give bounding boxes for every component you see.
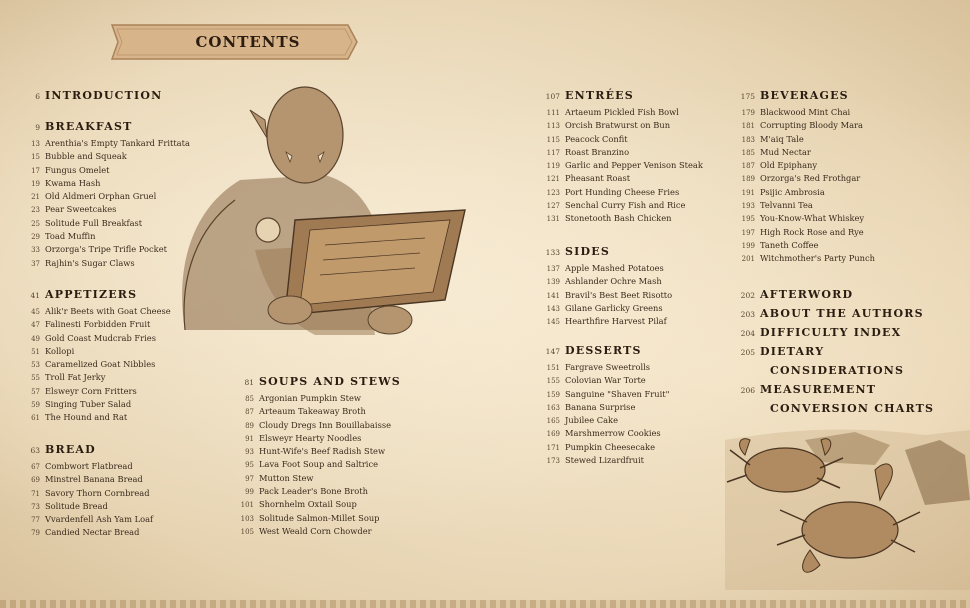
- entry-page: 201: [741, 255, 755, 264]
- toc-entry[interactable]: [20, 218, 190, 231]
- entry-name: Taneth Coffee: [760, 239, 819, 250]
- toc-entry[interactable]: [20, 204, 190, 217]
- toc-entry[interactable]: [735, 160, 875, 173]
- section-title: MEASUREMENT: [760, 383, 877, 396]
- entry-name: Hearthfire Harvest Pilaf: [565, 316, 667, 327]
- toc-entry-afterword[interactable]: [735, 288, 934, 306]
- entry-name: Orzorga's Red Frothgar: [760, 173, 861, 184]
- entry-name: Argonian Pumpkin Stew: [259, 393, 361, 403]
- entry-page: 193: [741, 202, 755, 211]
- toc-entry[interactable]: [540, 147, 703, 160]
- entry-name: Elsweyr Hearty Noodles: [259, 432, 362, 443]
- entry-page: 21: [31, 193, 40, 202]
- toc-entry[interactable]: [234, 473, 401, 486]
- toc-entry[interactable]: [20, 386, 171, 399]
- section-soups-and-stews: [234, 375, 401, 539]
- entry-page: 73: [31, 502, 40, 511]
- entry-name: West Weald Corn Chowder: [259, 525, 372, 536]
- entry-name: Solitude Full Breakfast: [45, 217, 143, 228]
- entry-page: 51: [31, 347, 40, 356]
- entry-page: 53: [31, 361, 40, 370]
- entry-name: Old Aldmeri Orphan Gruel: [45, 191, 157, 202]
- entry-page: 183: [741, 135, 755, 144]
- entry-name: Port Hunding Cheese Fries: [565, 186, 680, 197]
- entry-page: 171: [546, 443, 560, 452]
- entry-page: 127: [546, 202, 560, 211]
- toc-entry[interactable]: [20, 231, 190, 244]
- entry-name: Psijic Ambrosia: [760, 186, 825, 197]
- toc-entry[interactable]: [735, 134, 875, 147]
- entry-name: Artaeum Pickled Fish Bowl: [565, 107, 679, 117]
- entry-page: 29: [31, 233, 40, 242]
- toc-entry[interactable]: [540, 415, 669, 428]
- entry-page: 67: [31, 463, 40, 471]
- section-title: SIDES: [565, 245, 610, 258]
- section-title-continued: CONVERSION CHARTS: [770, 402, 935, 415]
- entry-page: 105: [240, 527, 254, 536]
- toc-entry[interactable]: [540, 200, 703, 213]
- entry-page: 25: [31, 219, 40, 228]
- toc-entry[interactable]: [540, 375, 669, 388]
- entry-name: Bravil's Best Beet Risotto: [565, 289, 673, 300]
- mudcrab-illustration: [725, 420, 970, 590]
- entry-name: Fungus Omelet: [45, 164, 110, 175]
- entry-name: Banana Surprise: [565, 401, 636, 412]
- toc-entry[interactable]: [20, 244, 190, 257]
- contents-banner: [108, 22, 358, 62]
- section-title: AFTERWORD: [760, 288, 854, 301]
- entry-name: Rajhin's Sugar Claws: [45, 257, 135, 268]
- section-page-number: 41: [30, 291, 40, 300]
- entry-page: 121: [546, 175, 560, 184]
- entry-page: 163: [546, 403, 560, 412]
- entry-page: 173: [546, 457, 560, 466]
- entry-page: 13: [31, 140, 40, 148]
- entry-page: 111: [546, 109, 560, 117]
- toc-entry[interactable]: [20, 359, 171, 372]
- entry-name: Candied Nectar Bread: [45, 527, 140, 538]
- section-title: APPETIZERS: [45, 288, 138, 301]
- entry-page: 45: [31, 308, 40, 316]
- toc-entry[interactable]: [234, 459, 401, 472]
- section-page-number: 107: [545, 92, 560, 101]
- entry-page: 195: [741, 215, 755, 224]
- entry-name: Minstrel Banana Bread: [45, 474, 143, 485]
- entry-page: 117: [546, 148, 560, 157]
- entry-page: 155: [546, 377, 560, 386]
- toc-entry[interactable]: [540, 173, 703, 186]
- entry-page: 71: [31, 489, 40, 498]
- entry-page: 49: [31, 334, 40, 343]
- toc-entry[interactable]: [234, 406, 401, 419]
- entry-page: 91: [245, 434, 254, 443]
- toc-entry[interactable]: [540, 303, 672, 316]
- section-back-matter: [735, 288, 934, 420]
- entry-name: Gilane Garlicky Greens: [565, 302, 663, 313]
- entry-page: 17: [31, 166, 40, 175]
- entry-page: 131: [546, 215, 560, 224]
- entry-name: Senchal Curry Fish and Rice: [565, 200, 686, 211]
- toc-entry[interactable]: [20, 412, 171, 425]
- toc-entry[interactable]: [540, 442, 669, 455]
- entry-name: Troll Fat Jerky: [45, 372, 106, 383]
- section-title: INTRODUCTION: [45, 89, 163, 102]
- entry-page: 101: [240, 501, 254, 510]
- entry-page: 123: [546, 188, 560, 197]
- toc-entry[interactable]: [540, 134, 703, 147]
- toc-entry[interactable]: [540, 263, 672, 276]
- section-title: DIETARY: [760, 345, 825, 358]
- entry-page: 87: [245, 408, 254, 417]
- section-page-number: 147: [545, 347, 560, 356]
- section-title: BREAKFAST: [45, 120, 133, 133]
- toc-entry[interactable]: [540, 187, 703, 200]
- toc-entry[interactable]: [234, 393, 401, 406]
- entry-name: Arenthia's Empty Tankard Frittata: [45, 138, 190, 148]
- entry-page: 137: [546, 265, 560, 273]
- entry-name: Roast Branzino: [565, 146, 630, 157]
- entry-name: Orzorga's Tripe Trifle Pocket: [45, 244, 167, 255]
- section-title: SOUPS AND STEWS: [259, 375, 401, 388]
- entry-name: Solitude Bread: [45, 500, 108, 511]
- section-page-number: 9: [35, 123, 40, 132]
- entry-page: 93: [245, 448, 254, 457]
- entry-page: 55: [31, 374, 40, 383]
- entry-page: 151: [546, 364, 560, 372]
- entry-page: 141: [546, 291, 560, 300]
- entry-name: Vvardenfell Ash Yam Loaf: [45, 514, 154, 525]
- entry-name: Orcish Bratwurst on Bun: [565, 120, 671, 131]
- section-title: DESSERTS: [565, 344, 642, 357]
- entry-name: The Hound and Rat: [45, 412, 128, 423]
- section-page-number: 6: [35, 92, 40, 101]
- entry-name: Singing Tuber Salad: [45, 399, 132, 410]
- entry-name: Stonetooth Bash Chicken: [565, 213, 672, 224]
- toc-entry[interactable]: [735, 253, 875, 266]
- toc-entry[interactable]: [20, 178, 190, 191]
- entry-name: Falinesti Forbidden Fruit: [45, 319, 151, 330]
- toc-entry[interactable]: [540, 428, 669, 441]
- section-title: BREAD: [45, 443, 96, 456]
- entry-page: 197: [741, 228, 755, 237]
- entry-name: Kollopi: [45, 345, 75, 356]
- entry-name: Stewed Lizardfruit: [565, 455, 645, 466]
- section-page-number: 81: [244, 378, 254, 387]
- entry-page: 23: [31, 206, 40, 215]
- section-page-number: 175: [740, 92, 755, 101]
- toc-entry[interactable]: [20, 346, 171, 359]
- section-introduction: [20, 89, 162, 107]
- entry-page: 95: [245, 461, 254, 470]
- section-title: ENTRÉES: [565, 89, 634, 102]
- entry-name: Toad Muffin: [45, 231, 96, 242]
- entry-name: Jubilee Cake: [565, 415, 618, 426]
- entry-page: 61: [31, 414, 40, 423]
- toc-entry[interactable]: [20, 372, 171, 385]
- entry-page: 169: [546, 430, 560, 439]
- section-title: ABOUT THE AUTHORS: [760, 307, 924, 320]
- entry-name: Alik'r Beets with Goat Cheese: [45, 306, 171, 316]
- orc-reading-illustration: [165, 80, 485, 350]
- toc-entry[interactable]: [20, 514, 153, 527]
- entry-page: 181: [741, 122, 755, 131]
- entry-page: 119: [546, 162, 560, 171]
- toc-entry[interactable]: [735, 173, 875, 186]
- toc-entry-measurement-cont: [735, 402, 934, 420]
- entry-page: 79: [31, 529, 40, 538]
- entry-page: 19: [31, 179, 40, 188]
- toc-entry[interactable]: [234, 446, 401, 459]
- entry-page: 33: [31, 246, 40, 255]
- toc-entry[interactable]: [234, 420, 401, 433]
- entry-page: 59: [31, 401, 40, 410]
- section-page-number: 206: [740, 386, 755, 395]
- toc-entry[interactable]: [234, 433, 401, 446]
- toc-entry[interactable]: [540, 316, 672, 329]
- entry-name: Pumpkin Cheesecake: [565, 441, 655, 452]
- entry-page: 191: [741, 188, 755, 197]
- entry-name: Pack Leader's Bone Broth: [259, 486, 368, 497]
- entry-page: 69: [31, 476, 40, 485]
- decorative-border: [0, 600, 970, 608]
- section-title-continued: CONSIDERATIONS: [770, 364, 905, 377]
- entry-page: 143: [546, 304, 560, 313]
- entry-name: Elsweyr Corn Fritters: [45, 385, 137, 396]
- toc-entry[interactable]: [540, 213, 703, 226]
- toc-entry[interactable]: [234, 526, 401, 539]
- entry-name: High Rock Rose and Rye: [760, 226, 864, 237]
- entry-name: Apple Mashed Potatoes: [565, 263, 664, 273]
- entry-name: Old Epiphany: [760, 160, 818, 171]
- toc-entry-dietary-cont: [735, 364, 934, 382]
- toc-entry[interactable]: [20, 151, 190, 164]
- toc-entry[interactable]: [735, 227, 875, 240]
- toc-entry[interactable]: [20, 319, 171, 332]
- entry-page: 15: [31, 153, 40, 162]
- entry-page: 113: [546, 122, 560, 131]
- toc-entry[interactable]: [540, 120, 703, 133]
- entry-page: 185: [741, 148, 755, 157]
- entry-page: 179: [741, 109, 755, 117]
- entry-name: Corrupting Bloody Mara: [760, 120, 863, 131]
- entry-name: Combwort Flatbread: [45, 461, 133, 471]
- entry-page: 165: [546, 417, 560, 426]
- toc-entry-measurement[interactable]: [735, 383, 934, 401]
- entry-name: Lava Foot Soup and Saltrice: [259, 459, 378, 470]
- toc-entry[interactable]: [234, 499, 401, 512]
- toc-entry[interactable]: [20, 501, 153, 514]
- entry-page: 139: [546, 278, 560, 287]
- toc-entry[interactable]: [20, 461, 153, 474]
- entry-name: Ashlander Ochre Mash: [565, 276, 662, 287]
- entry-page: 159: [546, 390, 560, 399]
- toc-entry[interactable]: [20, 333, 171, 346]
- entry-name: M'aiq Tale: [760, 133, 804, 144]
- entry-page: 85: [245, 395, 254, 403]
- toc-entry[interactable]: [20, 191, 190, 204]
- entry-name: Blackwood Mint Chai: [760, 107, 851, 117]
- entry-name: Arteaum Takeaway Broth: [259, 406, 366, 417]
- entry-name: Mud Nectar: [760, 146, 811, 157]
- entry-page: 77: [31, 516, 40, 525]
- entry-page: 57: [31, 387, 40, 396]
- toc-entry-dietary[interactable]: [735, 345, 934, 363]
- section-sides: [540, 245, 672, 329]
- toc-entry[interactable]: [20, 258, 190, 271]
- entry-name: Kwama Hash: [45, 177, 101, 188]
- toc-entry[interactable]: [735, 147, 875, 160]
- toc-entry[interactable]: [540, 107, 703, 120]
- entry-name: Colovian War Torte: [565, 375, 646, 386]
- toc-entry[interactable]: [540, 160, 703, 173]
- toc-entry-difficulty-index[interactable]: [735, 326, 934, 344]
- section-breakfast: [20, 120, 190, 271]
- entry-name: Peacock Confit: [565, 133, 628, 144]
- section-bread: [20, 443, 153, 541]
- section-beverages: [735, 89, 875, 267]
- entry-page: 47: [31, 321, 40, 330]
- entry-name: Cloudy Dregs Inn Bouillabaisse: [259, 419, 391, 430]
- entry-page: 115: [546, 135, 560, 144]
- toc-entry-about-authors[interactable]: [735, 307, 934, 325]
- toc-entry[interactable]: [20, 165, 190, 178]
- toc-entry[interactable]: [20, 138, 190, 151]
- toc-entry[interactable]: [20, 527, 153, 540]
- toc-entry[interactable]: [735, 107, 875, 120]
- section-desserts: [540, 344, 669, 468]
- toc-entry[interactable]: [735, 120, 875, 133]
- toc-entry[interactable]: [20, 474, 153, 487]
- entry-name: Witchmother's Party Punch: [760, 253, 875, 264]
- entry-name: Savory Thorn Cornbread: [45, 487, 150, 498]
- entry-page: 145: [546, 318, 560, 327]
- toc-entry[interactable]: [735, 187, 875, 200]
- entry-name: Garlic and Pepper Venison Steak: [565, 160, 703, 171]
- toc-entry[interactable]: [20, 488, 153, 501]
- section-appetizers: [20, 288, 171, 426]
- toc-entry[interactable]: [20, 306, 171, 319]
- section-entrees: [540, 89, 703, 227]
- entry-page: 37: [31, 259, 40, 268]
- entry-name: Mutton Stew: [259, 472, 314, 483]
- toc-entry[interactable]: [540, 402, 669, 415]
- entry-page: 99: [245, 488, 254, 497]
- toc-entry[interactable]: [735, 213, 875, 226]
- section-page-number: 205: [740, 348, 755, 357]
- toc-entry[interactable]: [540, 362, 669, 375]
- section-title: DIFFICULTY INDEX: [760, 326, 902, 339]
- entry-name: Hunt-Wife's Beef Radish Stew: [259, 446, 386, 457]
- section-page-number: 204: [740, 329, 755, 338]
- toc-entry[interactable]: [20, 399, 171, 412]
- entry-page: 189: [741, 175, 755, 184]
- toc-entry[interactable]: [234, 486, 401, 499]
- section-page-number: 63: [30, 446, 40, 455]
- entry-page: 89: [245, 421, 254, 430]
- entry-name: Bubble and Squeak: [45, 151, 127, 162]
- entry-name: Caramelized Goat Nibbles: [45, 359, 156, 370]
- entry-name: Fargrave Sweetrolls: [565, 362, 651, 372]
- section-title: BEVERAGES: [760, 89, 849, 102]
- entry-name: Pear Sweetcakes: [45, 204, 117, 215]
- toc-entry[interactable]: [735, 200, 875, 213]
- entry-name: Telvanni Tea: [760, 200, 813, 211]
- entry-name: Solitude Salmon-Millet Soup: [259, 512, 380, 523]
- entry-name: Shornhelm Oxtail Soup: [259, 499, 357, 510]
- toc-entry[interactable]: [735, 240, 875, 253]
- section-page-number: 203: [740, 310, 755, 319]
- entry-page: 187: [741, 162, 755, 171]
- entry-page: 97: [245, 474, 254, 483]
- entry-page: 199: [741, 241, 755, 250]
- entry-page: 103: [240, 514, 254, 523]
- toc-entry[interactable]: [540, 276, 672, 289]
- entry-name: Marshmerrow Cookies: [565, 428, 661, 439]
- toc-entry[interactable]: [540, 389, 669, 402]
- section-page-number: 133: [545, 248, 560, 257]
- entry-name: Gold Coast Mudcrab Fries: [45, 332, 156, 343]
- toc-entry[interactable]: [540, 290, 672, 303]
- section-page-number: 202: [740, 291, 755, 300]
- toc-entry[interactable]: [540, 455, 669, 468]
- entry-name: You-Know-What Whiskey: [760, 213, 865, 224]
- entry-name: Sanguine "Shaven Fruit": [565, 388, 670, 399]
- page-title: CONTENTS: [195, 33, 301, 51]
- entry-name: Pheasant Roast: [565, 173, 631, 184]
- toc-entry[interactable]: [234, 513, 401, 526]
